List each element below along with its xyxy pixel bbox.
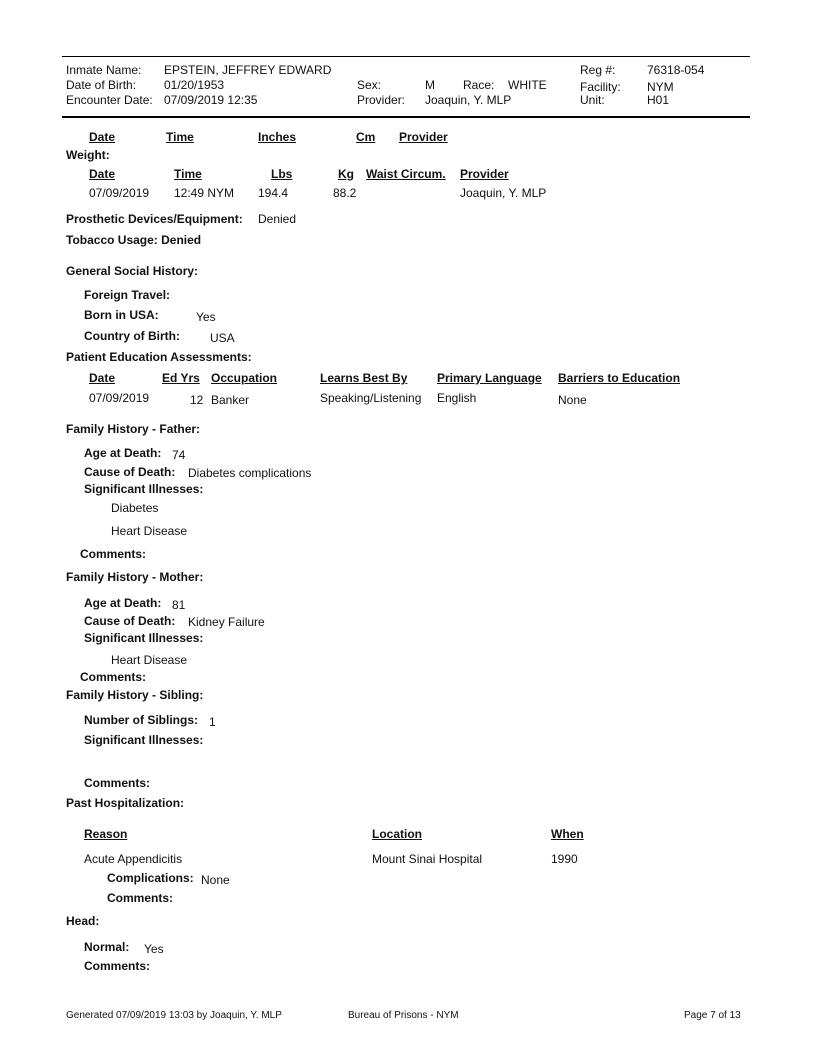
height-header-date: Date — [89, 130, 116, 144]
weight-date: 07/09/2019 — [89, 186, 150, 200]
edu-header-language: Primary Language — [437, 371, 542, 385]
father-illness-1: Diabetes — [111, 501, 159, 515]
edu-header-edyrs: Ed Yrs — [162, 371, 200, 385]
hosp-header-reason: Reason — [84, 827, 128, 841]
weight-lbs: 194.4 — [258, 186, 289, 200]
born-usa-value: Yes — [196, 310, 216, 324]
dob: 01/20/1953 — [164, 78, 225, 92]
father-cause: Diabetes complications — [188, 466, 312, 480]
reg-label: Reg #: — [580, 63, 616, 77]
weight-header-provider: Provider — [460, 167, 509, 181]
weight-header-kg: Kg — [338, 167, 354, 181]
prosthetic-label: Prosthetic Devices/Equipment: — [66, 212, 243, 226]
unit-value: H01 — [647, 93, 670, 107]
facility-value: NYM — [647, 80, 674, 94]
weight-header-waist: Waist Circum. — [366, 167, 446, 181]
hosp-reason: Acute Appendicitis — [84, 852, 183, 866]
encounter-date: 07/09/2019 12:35 — [164, 93, 258, 107]
provider-value: Joaquin, Y. MLP — [425, 93, 512, 107]
header-bottom-rule — [62, 116, 750, 118]
inmate-name-label: Inmate Name: — [66, 63, 142, 77]
edu-header-learns: Learns Best By — [320, 371, 408, 385]
mother-cause: Kidney Failure — [188, 615, 265, 629]
hosp-location: Mount Sinai Hospital — [372, 852, 483, 866]
head-label: Head: — [66, 914, 100, 928]
hosp-complications: None — [201, 873, 230, 887]
edu-learns: Speaking/Listening — [320, 391, 422, 405]
provider-label: Provider: — [357, 93, 406, 107]
header-top-rule — [62, 56, 750, 57]
father-illness-label: Significant Illnesses: — [84, 482, 204, 496]
father-illness-2: Heart Disease — [111, 524, 188, 538]
edu-header-occupation: Occupation — [211, 371, 278, 385]
sibling-label: Family History - Sibling: — [66, 688, 204, 702]
father-cause-label: Cause of Death: — [84, 465, 176, 479]
edu-header-date: Date — [89, 371, 116, 385]
reg-value: 76318-054 — [647, 63, 705, 77]
footer-page: Page 7 of 13 — [684, 1010, 741, 1021]
height-header-cm: Cm — [356, 130, 376, 144]
edu-header-barriers: Barriers to Education — [558, 371, 681, 385]
sex-value: M — [425, 78, 435, 92]
edu-barriers: None — [558, 393, 587, 407]
hosp-header-location: Location — [372, 827, 422, 841]
edu-occupation: Banker — [211, 393, 250, 407]
head-comments-label: Comments: — [84, 959, 151, 973]
prosthetic-value: Denied — [258, 212, 297, 226]
country-value: USA — [210, 331, 235, 345]
sibling-count: 1 — [209, 715, 216, 729]
weight-provider: Joaquin, Y. MLP — [460, 186, 547, 200]
weight-header-lbs: Lbs — [271, 167, 293, 181]
mother-age: 81 — [172, 598, 186, 612]
hospitalization-label: Past Hospitalization: — [66, 796, 185, 810]
weight-header-date: Date — [89, 167, 116, 181]
hosp-when: 1990 — [551, 852, 578, 866]
head-normal-label: Normal: — [84, 940, 130, 954]
father-label: Family History - Father: — [66, 422, 201, 436]
father-age: 74 — [172, 448, 186, 462]
weight-time: 12:49 NYM — [174, 186, 235, 200]
foreign-travel-label: Foreign Travel: — [84, 288, 171, 302]
height-header-provider: Provider — [399, 130, 448, 144]
edu-language: English — [437, 391, 477, 405]
height-header-time: Time — [166, 130, 194, 144]
mother-illness-label: Significant Illnesses: — [84, 631, 204, 645]
sibling-count-label: Number of Siblings: — [84, 713, 198, 727]
hosp-header-when: When — [551, 827, 584, 841]
mother-label: Family History - Mother: — [66, 570, 204, 584]
encounter-label: Encounter Date: — [66, 93, 153, 107]
edu-date: 07/09/2019 — [89, 391, 150, 405]
education-label: Patient Education Assessments: — [66, 350, 252, 364]
footer-bureau: Bureau of Prisons - NYM — [348, 1010, 459, 1021]
hosp-comments-label: Comments: — [107, 891, 174, 905]
social-history-label: General Social History: — [66, 264, 199, 278]
father-age-label: Age at Death: — [84, 446, 162, 460]
footer-generated: Generated 07/09/2019 13:03 by Joaquin, Y. MLP — [66, 1010, 282, 1021]
race-label: Race: — [463, 78, 495, 92]
unit-label: Unit: — [580, 93, 605, 107]
mother-age-label: Age at Death: — [84, 596, 162, 610]
height-header-inches: Inches — [258, 130, 297, 144]
mother-comments-label: Comments: — [80, 670, 147, 684]
hosp-complications-label: Complications: — [107, 871, 194, 885]
weight-header-time: Time — [174, 167, 202, 181]
weight-label: Weight: — [66, 148, 110, 162]
tobacco-usage: Tobacco Usage: Denied — [66, 233, 202, 247]
mother-cause-label: Cause of Death: — [84, 614, 176, 628]
head-normal-value: Yes — [144, 942, 164, 956]
inmate-name: EPSTEIN, JEFFREY EDWARD — [164, 63, 332, 77]
sibling-illness-label: Significant Illnesses: — [84, 733, 204, 747]
sibling-comments-label: Comments: — [84, 776, 151, 790]
race-value: WHITE — [508, 78, 547, 92]
dob-label: Date of Birth: — [66, 78, 137, 92]
country-label: Country of Birth: — [84, 329, 180, 343]
weight-kg: 88.2 — [333, 186, 357, 200]
mother-illness-1: Heart Disease — [111, 653, 188, 667]
sex-label: Sex: — [357, 78, 382, 92]
facility-label: Facility: — [580, 80, 621, 94]
edu-yrs: 12 — [190, 393, 204, 407]
father-comments-label: Comments: — [80, 547, 147, 561]
born-usa-label: Born in USA: — [84, 308, 159, 322]
